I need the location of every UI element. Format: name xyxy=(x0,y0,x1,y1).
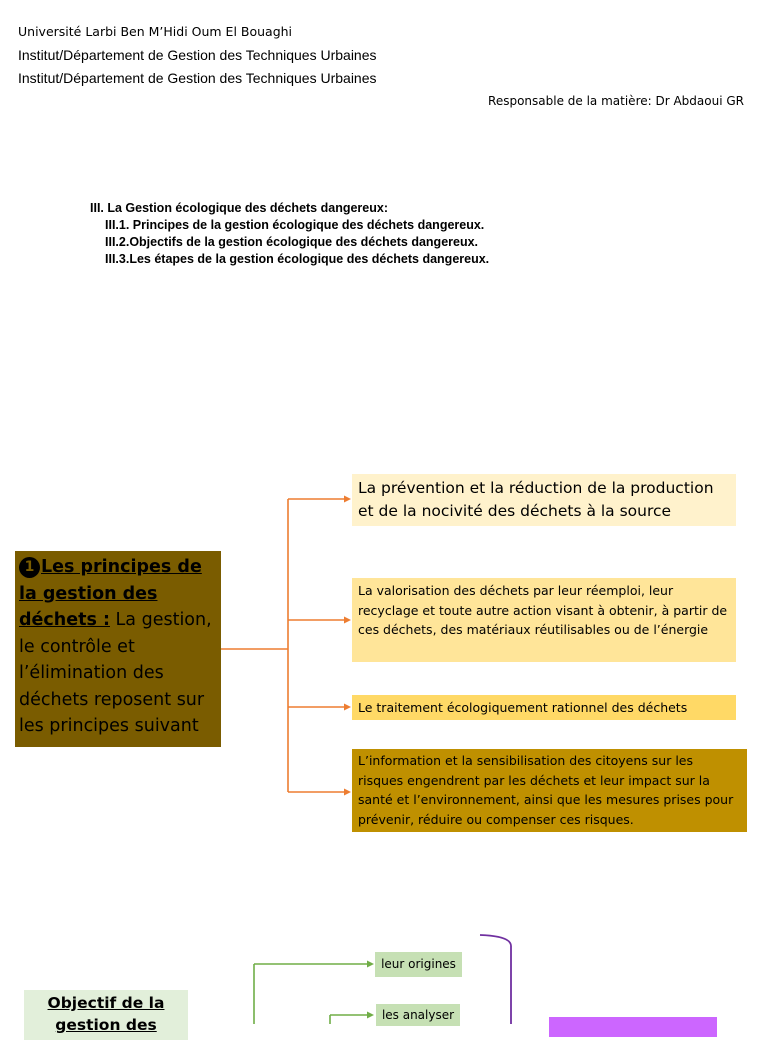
toc-item: III.1. Principes de la gestion écologique des déchets dangereux. xyxy=(105,218,485,232)
institute-line-2: Institut/Département de Gestion des Techniques Urbaines xyxy=(18,70,377,86)
objective-origins: leur origines xyxy=(375,952,462,977)
objectives-arrowheads xyxy=(367,961,374,1019)
objectives-connectors xyxy=(254,964,368,1024)
principles-arrowheads xyxy=(344,496,351,796)
toc-main-heading: III. La Gestion écologique des déchets dangereux: xyxy=(90,201,388,215)
principle-information: L’information et la sensibilisation des citoyens sur les risques engendrent par les déchets et leur impact sur la santé et l’environnement, ainsi que les mesures prises pour prévenir, réduire ou compenser ces risques. xyxy=(352,749,747,832)
institute-line-1: Institut/Département de Gestion des Techniques Urbaines xyxy=(18,47,377,63)
toc-item: III.3.Les étapes de la gestion écologique des déchets dangereux. xyxy=(105,252,490,266)
principle-prevention: La prévention et la réduction de la production et de la nocivité des déchets à la source xyxy=(352,474,736,526)
principles-title: Les principes de la gestion des déchets : xyxy=(19,557,202,630)
toc-item: III.2.Objectifs de la gestion écologique des déchets dangereux. xyxy=(105,235,479,249)
objectives-title-box: Objectif de la gestion des xyxy=(24,990,188,1040)
principle-valorisation: La valorisation des déchets par leur réemploi, leur recyclage et toute autre action visant à obtenir, à partir de ces déchets, des matériaux réutilisables ou de l’énergie xyxy=(352,578,736,662)
number-badge: 1 xyxy=(19,557,40,578)
course-responsible: Responsable de la matière: Dr Abdaoui GR xyxy=(488,94,744,108)
principles-connectors xyxy=(221,499,345,792)
purple-box xyxy=(549,1017,717,1037)
principles-box xyxy=(15,551,221,747)
purple-bracket xyxy=(480,935,511,1024)
university-name: Université Larbi Ben M’Hidi Oum El Bouaghi xyxy=(18,24,293,39)
principles-text: La gestion, le contrôle et l’élimination des déchets reposent sur les principes suivant xyxy=(19,610,212,736)
principle-treatment: Le traitement écologiquement rationnel des déchets xyxy=(352,695,736,720)
objective-analyze: les analyser xyxy=(376,1004,460,1026)
